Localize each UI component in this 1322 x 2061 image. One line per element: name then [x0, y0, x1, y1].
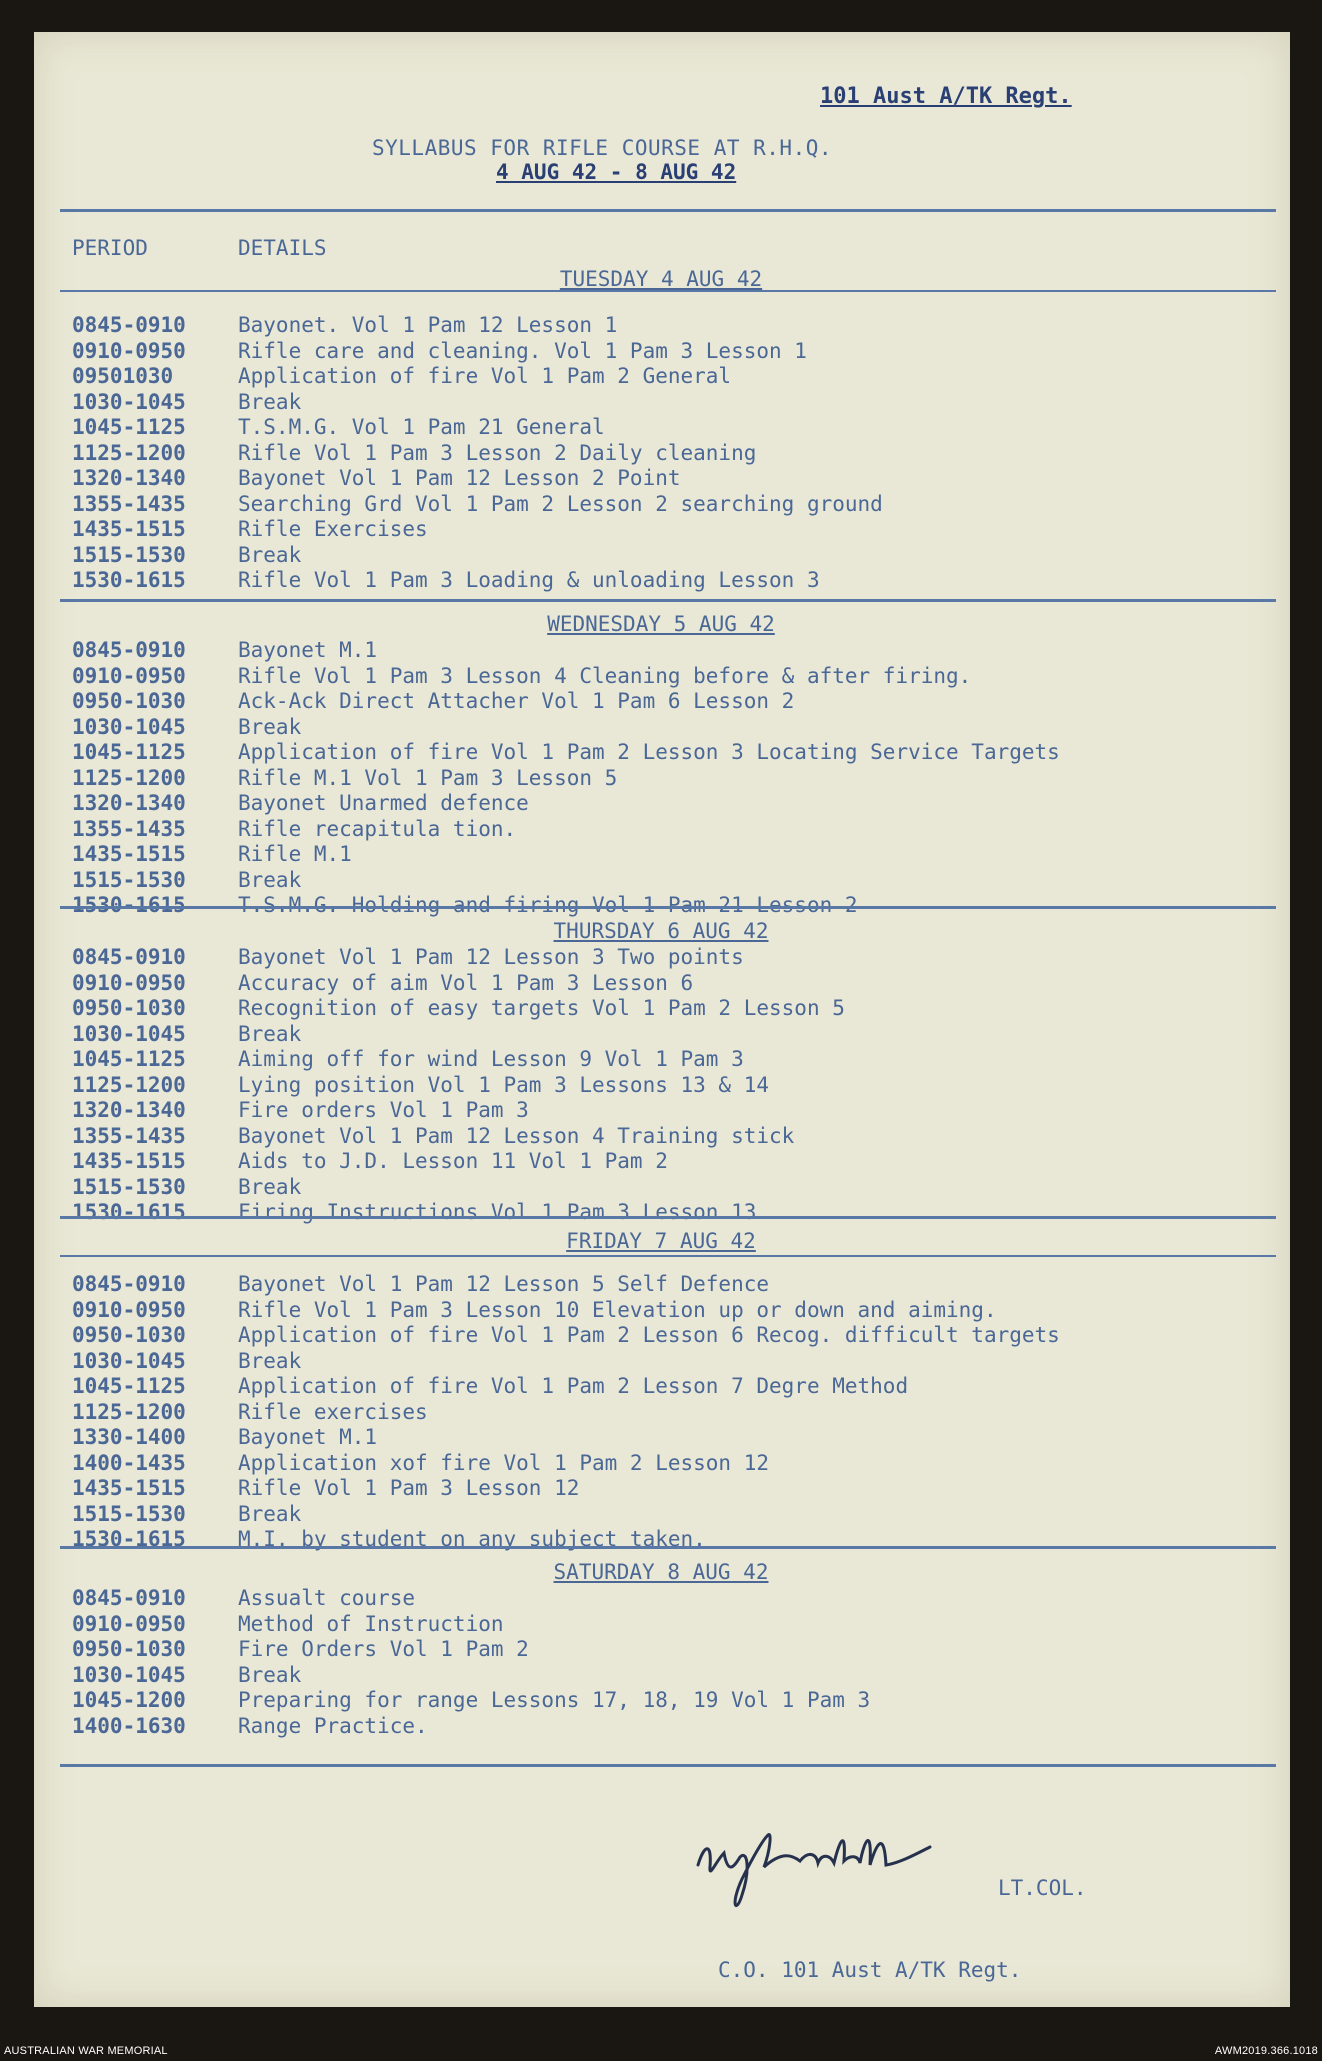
period-time: 1125-1200	[72, 440, 186, 465]
period-time: 1515-1530	[72, 867, 186, 892]
schedule-row	[72, 441, 1272, 467]
schedule-row	[72, 339, 1272, 365]
period-time: 1400-1630	[72, 1713, 186, 1738]
schedule-row	[72, 1022, 1272, 1048]
day-divider	[60, 1546, 1276, 1549]
period-time: 1400-1435	[72, 1450, 186, 1475]
signatory-position: C.O. 101 Aust A/TK Regt.	[718, 1958, 1022, 1982]
schedule-row	[72, 1200, 1272, 1226]
period-detail: Break	[238, 714, 302, 739]
schedule-row	[72, 791, 1272, 817]
period-time: 1045-1125	[72, 740, 186, 764]
schedule-row	[72, 945, 1272, 971]
period-time: 0910-0950	[72, 1611, 186, 1636]
period-time: 0845-0910	[72, 1586, 186, 1610]
schedule-row	[72, 568, 1272, 594]
schedule-row	[72, 1688, 1272, 1714]
period-detail: Rifle Vol 1 Pam 3 Lesson 12	[238, 1476, 580, 1500]
period-time: 1530-1615	[72, 893, 186, 917]
period-detail: Break	[238, 542, 302, 567]
period-time: 0845-0910	[72, 638, 186, 662]
schedule-row	[72, 466, 1272, 492]
period-time: 1435-1515	[72, 842, 186, 866]
period-detail: Rifle Exercises	[238, 517, 428, 541]
day-heading: FRIDAY 7 AUG 42	[566, 1229, 756, 1253]
period-detail: Rifle care and cleaning. Vol 1 Pam 3 Lesson 1	[238, 338, 807, 363]
day-divider	[60, 906, 1276, 909]
period-detail: Rifle Vol 1 Pam 3 Loading & unloading Lesson 3	[238, 568, 820, 592]
signatory-rank: LT.COL.	[998, 1876, 1087, 1900]
period-time: 1125-1200	[72, 1072, 186, 1097]
day-heading: SATURDAY 8 AUG 42	[553, 1560, 769, 1584]
period-time: 1045-1125	[72, 1374, 186, 1398]
period-detail: Searching Grd Vol 1 Pam 2 Lesson 2 searching ground	[238, 491, 883, 516]
period-detail: Bayonet Vol 1 Pam 12 Lesson 4 Training stick	[238, 1123, 795, 1148]
schedule-row	[72, 543, 1272, 569]
header-divider	[60, 209, 1276, 212]
schedule-row	[72, 1663, 1272, 1689]
schedule-row	[72, 1175, 1272, 1201]
schedule-row	[72, 1374, 1272, 1400]
schedule-row	[72, 1073, 1272, 1099]
schedule-row	[72, 1586, 1272, 1612]
closing-divider	[60, 1764, 1276, 1767]
schedule-row	[72, 1637, 1272, 1663]
period-detail: Rifle exercises	[238, 1399, 428, 1424]
period-detail: Bayonet Unarmed defence	[238, 791, 529, 815]
period-detail: Bayonet Vol 1 Pam 12 Lesson 5 Self Defence	[238, 1272, 770, 1296]
document-title: SYLLABUS FOR RIFLE COURSE AT R.H.Q.	[372, 136, 833, 160]
period-time: 0910-0950	[72, 1297, 186, 1322]
schedule-row	[72, 817, 1272, 843]
period-detail: Aiming off for wind Lesson 9 Vol 1 Pam 3	[238, 1047, 744, 1071]
day-heading: TUESDAY 4 AUG 42	[559, 267, 763, 291]
period-time: 1320-1340	[72, 791, 186, 815]
period-time: 1030-1045	[72, 1348, 186, 1373]
period-time: 1125-1200	[72, 1399, 186, 1424]
period-time: 0950-1030	[72, 996, 186, 1020]
period-time: 1030-1045	[72, 714, 186, 739]
schedule-row	[72, 1047, 1272, 1073]
schedule-row	[72, 689, 1272, 715]
period-detail: Rifle Vol 1 Pam 3 Lesson 4 Cleaning before & after firing.	[238, 663, 972, 688]
period-time: 0845-0910	[72, 313, 186, 337]
period-time: 1045-1125	[72, 415, 186, 439]
period-detail: Range Practice.	[238, 1713, 428, 1738]
period-detail: Ack-Ack Direct Attacher Vol 1 Pam 6 Lesson 2	[238, 689, 795, 713]
schedule-row	[72, 740, 1272, 766]
unit-name: 101 Aust A/TK Regt.	[820, 84, 1072, 109]
schedule-row	[72, 842, 1272, 868]
period-detail: Bayonet M.1	[238, 1425, 378, 1449]
period-detail: Bayonet. Vol 1 Pam 12 Lesson 1	[238, 313, 618, 337]
period-detail: Rifle M.1 Vol 1 Pam 3 Lesson 5	[238, 765, 618, 790]
day-heading-divider	[60, 290, 1276, 292]
period-time: 1530-1615	[72, 1527, 186, 1551]
period-time: 0845-0910	[72, 1272, 186, 1296]
period-detail: Accuracy of aim Vol 1 Pam 3 Lesson 6	[238, 970, 694, 995]
period-detail: Aids to J.D. Lesson 11 Vol 1 Pam 2	[238, 1149, 668, 1173]
schedule-row	[72, 1612, 1272, 1638]
period-detail: T.S.M.G. Vol 1 Pam 21 General	[238, 415, 605, 439]
period-detail: Application of fire Vol 1 Pam 2 Lesson 7 Degre Method	[238, 1374, 909, 1398]
period-detail: Break	[238, 1174, 302, 1199]
schedule-row	[72, 1502, 1272, 1528]
document-date-range: 4 AUG 42 - 8 AUG 42	[496, 160, 737, 184]
period-detail: Break	[238, 1662, 302, 1687]
schedule-row	[72, 1451, 1272, 1477]
schedule-row	[72, 415, 1272, 441]
schedule-row	[72, 664, 1272, 690]
period-time: 1355-1435	[72, 1123, 186, 1148]
period-detail: Application of fire Vol 1 Pam 2 General	[238, 364, 732, 388]
schedule-row	[72, 766, 1272, 792]
period-detail: Fire Orders Vol 1 Pam 2	[238, 1637, 529, 1661]
period-detail: Break	[238, 1348, 302, 1373]
schedule-row	[72, 715, 1272, 741]
period-time: 1030-1045	[72, 1021, 186, 1046]
period-time: 0910-0950	[72, 970, 186, 995]
period-detail: Application xof fire Vol 1 Pam 2 Lesson 12	[238, 1450, 770, 1475]
column-header-period: PERIOD	[72, 236, 148, 260]
period-time: 1045-1125	[72, 1047, 186, 1071]
schedule-row	[72, 1098, 1272, 1124]
period-detail: Bayonet Vol 1 Pam 12 Lesson 2 Point	[238, 466, 681, 490]
schedule-row	[72, 996, 1272, 1022]
period-time: 0950-1030	[72, 1637, 186, 1661]
period-detail: T.S.M.G. Holding and firing Vol 1 Pam 21 Lesson 2	[238, 893, 858, 917]
period-detail: Assualt course	[238, 1586, 416, 1610]
schedule-row	[72, 364, 1272, 390]
period-detail: Preparing for range Lessons 17, 18, 19 Vol 1 Pam 3	[238, 1688, 871, 1712]
schedule-row	[72, 1298, 1272, 1324]
period-detail: Rifle Vol 1 Pam 3 Lesson 2 Daily cleaning	[238, 440, 757, 465]
period-time: 0910-0950	[72, 663, 186, 688]
day-divider	[60, 1216, 1276, 1219]
schedule-row	[72, 868, 1272, 894]
period-detail: Break	[238, 867, 302, 892]
period-detail: Rifle recapitula tion.	[238, 816, 517, 841]
period-time: 1435-1515	[72, 1149, 186, 1173]
period-time: 1515-1530	[72, 1501, 186, 1526]
footer-item-id: AWM2019.366.1018	[1214, 2045, 1318, 2057]
footer-archive-name: AUSTRALIAN WAR MEMORIAL	[4, 2045, 168, 2057]
schedule-row	[72, 1149, 1272, 1175]
signature-mark	[690, 1805, 1000, 1925]
period-time: 1515-1530	[72, 1174, 186, 1199]
schedule-row	[72, 971, 1272, 997]
period-detail: Lying position Vol 1 Pam 3 Lessons 13 & 14	[238, 1072, 770, 1097]
period-time: 1355-1435	[72, 816, 186, 841]
period-time: 0950-1030	[72, 689, 186, 713]
period-detail: Break	[238, 389, 302, 414]
schedule-row	[72, 638, 1272, 664]
period-time: 1030-1045	[72, 1662, 186, 1687]
period-time: 1515-1530	[72, 542, 186, 567]
period-detail: M.I. by student on any subject taken.	[238, 1527, 706, 1551]
period-time: 0910-0950	[72, 338, 186, 363]
schedule-row	[72, 1272, 1272, 1298]
schedule-row	[72, 390, 1272, 416]
schedule-row	[72, 1323, 1272, 1349]
period-time: 1530-1615	[72, 1200, 186, 1224]
period-time: 1125-1200	[72, 765, 186, 790]
column-header-details: DETAILS	[238, 236, 327, 260]
period-detail: Rifle Vol 1 Pam 3 Lesson 10 Elevation up or down and aiming.	[238, 1297, 997, 1322]
schedule-row	[72, 492, 1272, 518]
schedule-row	[72, 313, 1272, 339]
period-detail: Application of fire Vol 1 Pam 2 Lesson 3 Locating Service Targets	[238, 740, 1060, 764]
period-time: 0950-1030	[72, 1323, 186, 1347]
period-time: 1530-1615	[72, 568, 186, 592]
period-detail: Break	[238, 1501, 302, 1526]
period-time: 1435-1515	[72, 1476, 186, 1500]
period-detail: Application of fire Vol 1 Pam 2 Lesson 6 Recog. difficult targets	[238, 1323, 1060, 1347]
period-detail: Recognition of easy targets Vol 1 Pam 2 Lesson 5	[238, 996, 845, 1020]
period-time: 09501030	[72, 364, 174, 388]
period-time: 1330-1400	[72, 1425, 186, 1449]
period-time: 1355-1435	[72, 491, 186, 516]
schedule-row	[72, 1714, 1272, 1740]
period-time: 1030-1045	[72, 389, 186, 414]
period-detail: Break	[238, 1021, 302, 1046]
day-heading: WEDNESDAY 5 AUG 42	[547, 612, 775, 636]
schedule-row	[72, 517, 1272, 543]
schedule-row	[72, 1425, 1272, 1451]
period-detail: Bayonet M.1	[238, 638, 378, 662]
schedule-row	[72, 1400, 1272, 1426]
schedule-row	[72, 1349, 1272, 1375]
period-detail: Bayonet Vol 1 Pam 12 Lesson 3 Two points	[238, 945, 744, 969]
period-detail: Rifle M.1	[238, 842, 352, 866]
period-detail: Fire orders Vol 1 Pam 3	[238, 1098, 529, 1122]
day-divider	[60, 599, 1276, 602]
period-detail: Method of Instruction	[238, 1611, 504, 1636]
schedule-row	[72, 1124, 1272, 1150]
period-time: 1320-1340	[72, 1098, 186, 1122]
period-time: 0845-0910	[72, 945, 186, 969]
period-time: 1435-1515	[72, 517, 186, 541]
period-time: 1045-1200	[72, 1688, 186, 1712]
period-detail: Firing Instructions Vol 1 Pam 3 Lesson 13	[238, 1200, 757, 1224]
day-heading-divider	[60, 1255, 1276, 1257]
period-time: 1320-1340	[72, 466, 186, 490]
day-heading: THURSDAY 6 AUG 42	[553, 919, 769, 943]
schedule-row	[72, 1476, 1272, 1502]
